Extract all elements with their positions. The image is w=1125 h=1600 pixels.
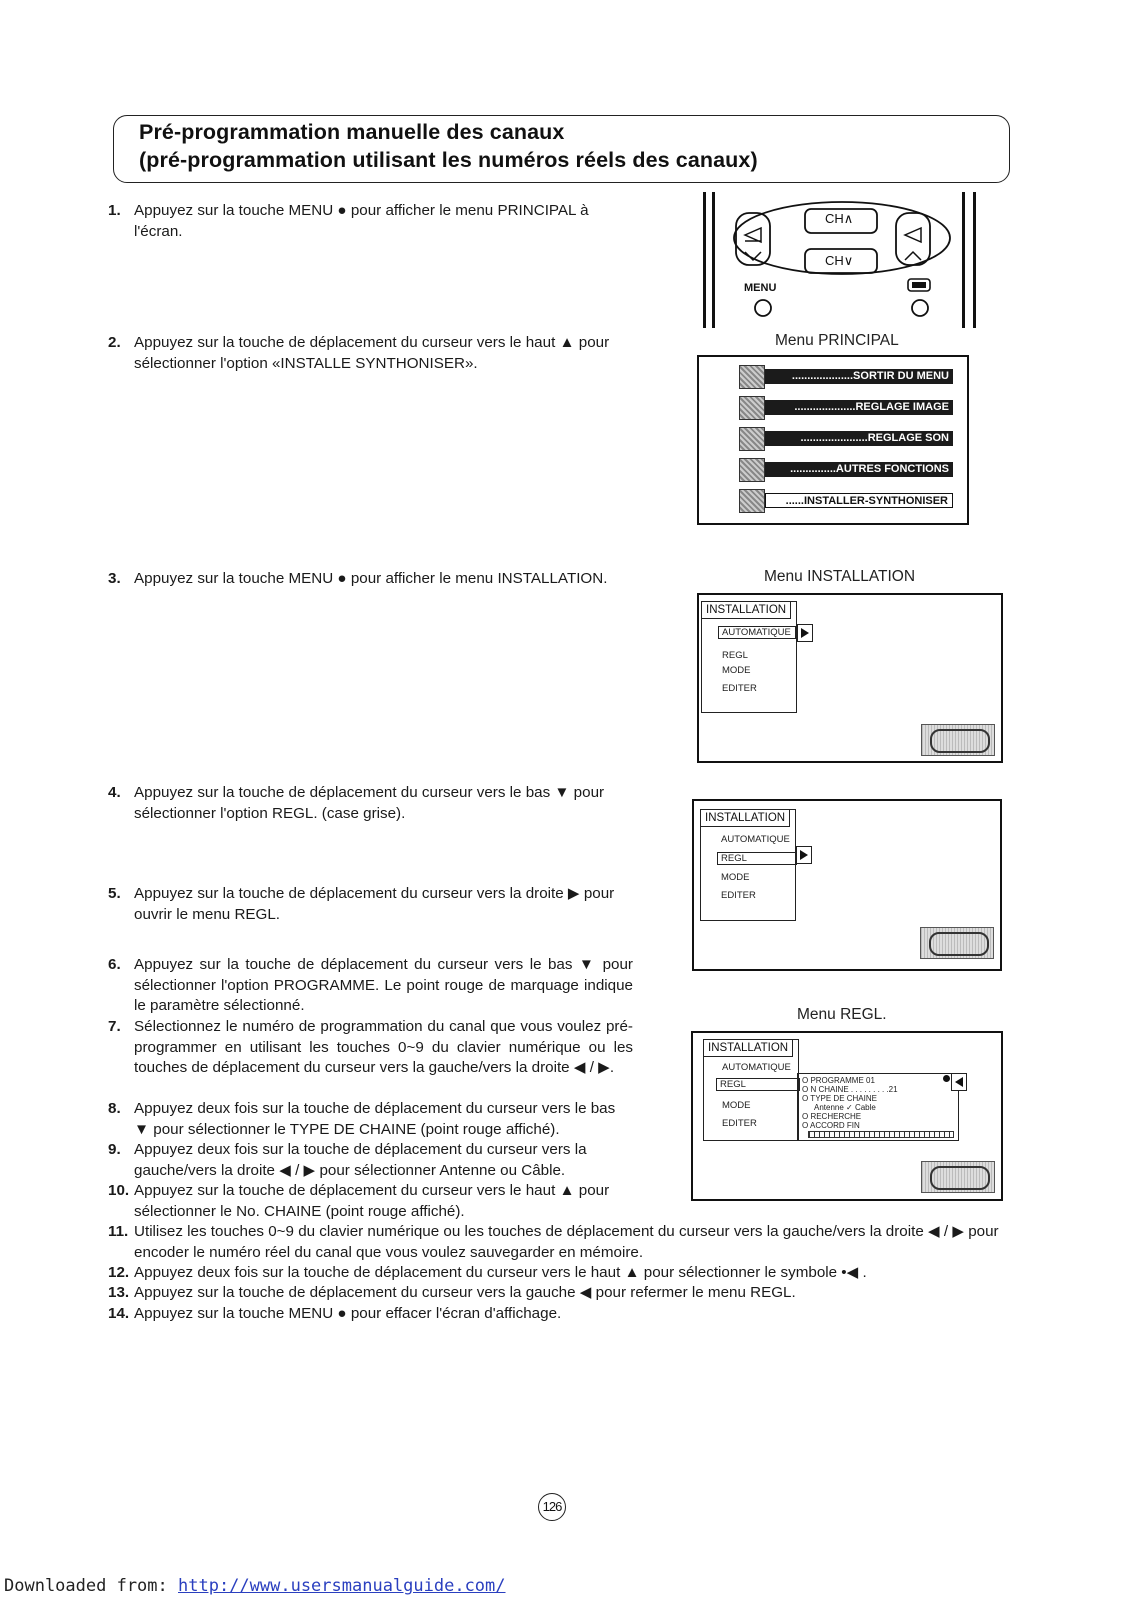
ch-down-label: CH∨ (825, 253, 854, 268)
tuner-setup-icon (739, 489, 765, 513)
step-11: 11. Utilisez les touches 0~9 du clavier numérique ou les touches de déplacement du curseur vers la gauche/vers la droite ◀ / ▶ pour encoder le numéro réel du canal que vous voulez sauvegarder en mémoire. (108, 1223, 999, 1261)
caption-menu-regl: Menu REGL. (797, 1006, 887, 1023)
step-6: 6. Appuyez sur la touche de déplacement du curseur vers le bas ▼ pour sélectionner l'option PROGRAMME. Le point rouge de marquage indique le paramètre sélectionné. (108, 956, 633, 1014)
installation-header-2: INSTALLATION (701, 810, 790, 827)
installation-screen-2 (692, 799, 1002, 971)
fine-tune-bar (808, 1131, 954, 1138)
download-footer (4, 1576, 506, 1596)
menu-item-regl-open: REGL (716, 1078, 800, 1091)
principal-item-son: ......................REGLAGE SON (765, 431, 953, 446)
left-arrow-icon (951, 1073, 967, 1091)
step-2: 2. Appuyez sur la touche de déplacement du curseur vers le haut ▲ pour sélectionner l'option «INSTALLE SYNTHONISER». (108, 334, 610, 372)
step-1: 1. Appuyez sur la touche MENU ● pour afficher le menu PRINCIPAL à l'écran. (108, 202, 589, 240)
menu-item-mode-3: MODE (722, 1100, 751, 1111)
caption-menu-installation: Menu INSTALLATION (764, 568, 916, 585)
section-title-box (113, 115, 1010, 183)
regl-submenu (797, 1073, 959, 1141)
step-13: 13. Appuyez sur la touche de déplacement du curseur vers la gauche ◀ pour refermer le menu REGL. (108, 1284, 796, 1301)
ch-up-label: CH∧ (825, 211, 854, 226)
regl-item-accord-fin: O ACCORD FIN (802, 1121, 860, 1130)
right-arrow-icon (797, 624, 813, 642)
menu-item-editer-3: EDITER (722, 1118, 757, 1129)
menu-item-regl: REGL (722, 650, 748, 661)
menu-item-mode: MODE (722, 665, 751, 676)
step-7: 7. Sélectionnez le numéro de programmation du canal que vous voulez pré-programmer en utilisant les touches 0~9 du clavier numérique ou les touches de déplacement du curseur vers la gauche/vers la droite ◀ / ▶. (108, 1018, 633, 1076)
remote-mini-icon-3 (921, 1161, 995, 1193)
menu-item-regl-selected: REGL (717, 852, 797, 865)
step-9: 9. Appuyez deux fois sur la touche de déplacement du curseur vers la gauche/vers la droite ◀ / ▶ pour sélectionner Antenne ou Câble. (108, 1141, 587, 1179)
regl-item-programme: O PROGRAMME 01 (802, 1076, 875, 1085)
menu-item-mode-2: MODE (721, 872, 750, 883)
marker-dot (943, 1075, 950, 1082)
step-4: 4. Appuyez sur la touche de déplacement du curseur vers le bas ▼ pour sélectionner l'option REGL. (case grise). (108, 784, 605, 822)
menu-item-automatique: AUTOMATIQUE (718, 626, 796, 639)
remote-mini-icon (921, 724, 995, 756)
regl-screen (691, 1031, 1003, 1201)
step-14: 14. Appuyez sur la touche MENU ● pour effacer l'écran d'affichage. (108, 1305, 562, 1322)
step-5: 5. Appuyez sur la touche de déplacement du curseur vers la droite ▶ pour ouvrir le menu REGL. (108, 885, 615, 923)
picture-settings-icon (739, 396, 765, 420)
page-number: 126 (538, 1493, 566, 1521)
section-title-line2: (pré-programmation utilisant les numéros réels des canaux) (139, 148, 758, 172)
installation-header: INSTALLATION (702, 602, 791, 619)
installation-panel-3 (703, 1039, 799, 1141)
caption-menu-principal: Menu PRINCIPAL (775, 332, 899, 349)
menu-button-label: MENU (744, 282, 777, 294)
section-title-line1: Pré-programmation manuelle des canaux (139, 120, 565, 144)
installation-panel (701, 601, 797, 713)
footer-link[interactable]: http://www.usersmanualguide.com/ (178, 1576, 506, 1596)
sound-settings-icon (739, 427, 765, 451)
installation-panel-2 (700, 809, 796, 921)
regl-item-type-chaine: O TYPE DE CHAINE (802, 1094, 877, 1103)
remote-illustration (700, 190, 985, 330)
right-arrow-icon-2 (796, 846, 812, 864)
regl-item-antenne-cable: Antenne ✓ Cable (814, 1103, 876, 1112)
step-8: 8. Appuyez deux fois sur la touche de déplacement du curseur vers le bas ▼ pour sélectionner le TYPE DE CHAINE (point rouge affiché). (108, 1100, 616, 1138)
exit-menu-icon (739, 365, 765, 389)
menu-item-automatique-2: AUTOMATIQUE (721, 834, 790, 845)
menu-item-editer: EDITER (722, 683, 757, 694)
step-12: 12. Appuyez deux fois sur la touche de déplacement du curseur vers le haut ▲ pour sélectionner le symbole •◀ . (108, 1264, 867, 1281)
step-3: 3. Appuyez sur la touche MENU ● pour afficher le menu INSTALLATION. (108, 570, 608, 587)
principal-item-sortir: ....................SORTIR DU MENU (765, 369, 953, 384)
installation-header-3: INSTALLATION (704, 1040, 793, 1057)
regl-item-n-chaine: O N CHAINE . . . . . . . . .21 (802, 1085, 898, 1094)
menu-item-editer-2: EDITER (721, 890, 756, 901)
menu-principal-screen (697, 355, 969, 525)
other-functions-icon (739, 458, 765, 482)
principal-item-image: ....................REGLAGE IMAGE (765, 400, 953, 415)
regl-item-recherche: O RECHERCHE (802, 1112, 862, 1121)
remote-mini-icon-2 (920, 927, 994, 959)
footer-prefix: Downloaded from: (4, 1576, 178, 1596)
principal-item-autres: ...............AUTRES FONCTIONS (765, 462, 953, 477)
step-10: 10. Appuyez sur la touche de déplacement du curseur vers le haut ▲ pour sélectionner le No. CHAINE (point rouge affiché). (108, 1182, 610, 1220)
installation-screen-1 (697, 593, 1003, 763)
principal-item-installer: ......INSTALLER-SYNTHONISER (765, 493, 953, 508)
menu-item-automatique-3: AUTOMATIQUE (722, 1062, 791, 1073)
